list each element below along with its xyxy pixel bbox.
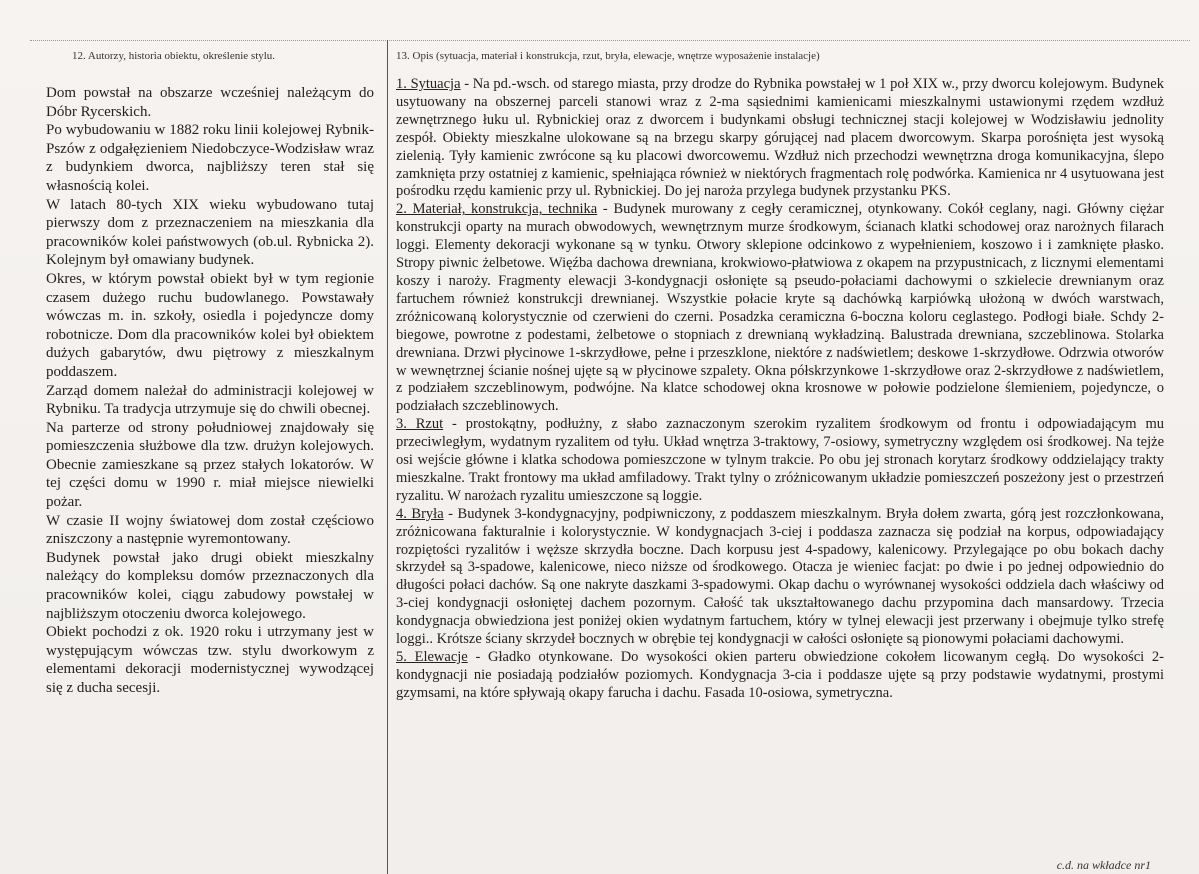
history-paragraph: Dom powstał na obszarze wcześniej należącym do Dóbr Rycerskich.	[46, 85, 374, 120]
column-divider	[387, 40, 388, 874]
section-plan	[396, 416, 1164, 506]
description-column	[396, 76, 1164, 703]
section-massing	[396, 506, 1164, 649]
section-label: 4. Bryła	[396, 505, 444, 522]
section-label: 5. Elewacje	[396, 649, 468, 665]
section-situation	[396, 76, 1164, 201]
top-rule	[30, 40, 1190, 41]
history-paragraph: W latach 80-tych XIX wieku wybudowano tutaj pierwszy dom z przeznaczeniem na mieszkania dla pracowników kolei państwowych (ob.ul. Rybnicka 2). Kolejnym był omawiany budynek.	[46, 196, 374, 269]
section-label: 3. Rzut	[396, 416, 444, 433]
section-text: - prostokątny, podłużny, z słabo zaznaczonym szerokim ryzalitem środkowym od frontu i odpowiadającym mu przeciwległym, wydatnym ryzalitem od tyłu. Układ wnętrza 3-traktowy, 7-osiowy, symetryczny względem osi środkowej. Na tejże osi wejście główne i klatka schodowa pomieszczone w tylnym trakcie. Po obu jej stronach korytarz środkowy oddzielający trakty mieszkalne. Trakt frontowy ma układ amfiladowy. Trakt tylny o zróżnicowanym układzie pomieszczeń poszeżony jest o przestrzeń ryzalitu. W narożach ryzalitu umieszczone są loggie.	[396, 416, 1164, 504]
right-column-header: 13. Opis (sytuacja, materiał i konstrukcja, rzut, bryła, elewacje, wnętrze wyposażenie instalacje)	[396, 50, 820, 62]
section-text: - Gładko otynkowane. Do wysokości okien parteru obwiedzione cokołem licowanym cegłą. Do wysokości 2-kondygnacji nie posiadają podziałów poziomych. Kondygnacja 3-cia i poddasze ujęte są przy podstawie wydatnymi, prostymi gzymsami, na które spływają okapy farucha i dachu. Fasada 10-osiowa, symetryczna.	[396, 649, 1164, 701]
section-facades	[396, 649, 1164, 703]
history-paragraph: Na parterze od strony południowej znajdowały się pomieszczenia służbowe dla tzw. drużyn kolejowych. Obecnie zamieszkane są przez stałych lokatorów. W tej części domu w 1990 r. miał miejsce niewielki pożar.	[46, 419, 374, 511]
section-text: - Budynek 3-kondygnacyjny, podpiwniczony, z poddaszem mieszkalnym. Bryła dołem zwarta, górą jest rozczłonkowana, zróżnicowana fakturalnie i kolorystycznie. W kondygnacjach 3-ciej i poddasza zaznacza się podział na korpus, odpowiadający rozpiętości ryzalitów i węższe skrzydła boczne. Dach korpusu jest 4-spadowy, kalenicowy. Przylegające po obu bokach dachy skrzydeł są 3-spadowe, kalenicowe, nieco niższe od środkowego. Otacza je wieniec facjat: po dwie i po jednej odpowiednio do długości połaci dachów. Są one nakryte daszkami 3-spadowymi. Okap dachu o wyrównanej wysokości oddziela dach właściwy od 3-ciej kondygnacji osłoniętej dachem pozornym. Całość tak ukształtowanego dachu przypomina dach mansardowy. Trzecia kondygnacja obwiedziona jest poniżej okien wydatnym fartuchem, który w tylnej elewacji jest przerwany i obejmuje tylko strefę loggi.. Krótsze ściany skrzydeł bocznych w obrębie tej kondygnacji w całości osłonięte są pionowymi połaciami dachowymi.	[396, 505, 1164, 648]
section-label: 1. Sytuacja	[396, 76, 461, 92]
history-paragraph: Okres, w którym powstał obiekt był w tym regionie czasem dużego ruchu budowlanego. Powstawały wówczas m. in. szkoły, osiedla i pojedyncze domy robotnicze. Dom dla pracowników kolei był obiektem dużych gabarytów, dwu piętrowy z mieszkalnym poddaszem.	[46, 270, 374, 380]
section-label: 2. Materiał, konstrukcja, technika	[396, 201, 598, 218]
history-paragraph: Po wybudowaniu w 1882 roku linii kolejowej Rybnik-Pszów z odgałęzieniem Niedobczyce-Wodzisław wraz z budynkiem dworca, najbliższy teren stał się własnością kolei.	[46, 122, 374, 194]
history-paragraph: Obiekt pochodzi z ok. 1920 roku i utrzymany jest w występującym wówczas tzw. stylu dworkowym z elementami dekoracji modernistycznej wywodzącej się z ducha secesji.	[46, 624, 374, 696]
section-material	[396, 201, 1164, 416]
left-column-header: 12. Autorzy, historia obiektu, określenie stylu.	[72, 50, 276, 62]
continuation-note: c.d. na wkładce nr1	[1056, 858, 1151, 872]
section-text: - Budynek murowany z cegły ceramicznej, otynkowany. Cokół ceglany, nagi. Główny ciężar konstrukcji oparty na murach obwodowych, wewnętrznym murze środkowym, ścianach klatki schodowej oraz narożnych filarach loggi. Elementy dekoracji wykonane są w tynku. Otwory sklepione odcinkowo z wypełnieniem, koszowo i i zamknięte płasko. Stropy piwnic żelbetowe. Więźba dachowa drewniana, krokwiowo-płatwiowa z okapem na przypustnicach, z licznymi elementami koszy i naroży. Fragmenty elewacji 3-kondygnacji osłonięte są pseudo-połaciami dachowymi o szkielecie drewnianym oraz fartuchem również konstrukcji drewnianej. Wszystkie połacie kryte są dachówką karpiówką ułożoną w dwóch warstwach, zróżnicowaną kolorystycznie od czerwieni do czerni. Posadzka ceramiczna 6-boczna koloru ceglastego. Podłogi białe. Schdy 2-biegowe, powrotne z podestami, żelbetowe o stopniach z drewnianą wykładziną. Balustrada drewniana, szczeblinowa. Stolarka drewniana. Drzwi płycinowe 1-skrzydłowe, pełne i przeszklone, niektóre z nadświetlem; deskowe 1-skrzydłowe. Odrzwia otworów w wewnętrznej ścianie nośnej ujęte są w płycinowe szpalety. Okna półskrzynkowe 1-skrzydłowe oraz 2-skrzydłowe z nadświetlem, z podziałem szczeblinowym, podwójne. Na klatce schodowej okna krosnowe w połowie podzielone ślemieniem, pojedyncze, o podziałach szczeblinowych.	[396, 201, 1164, 415]
history-paragraph: Budynek powstał jako drugi obiekt mieszkalny należący do kompleksu domów przeznaczonych dla pracowników kolei, ciągu zabudowy powstałej w najbliższym otoczeniu dworca kolejowego.	[46, 549, 374, 622]
history-paragraph: W czasie II wojny światowej dom został częściowo zniszczony a następnie wyremontowany.	[46, 512, 374, 548]
history-column	[46, 84, 374, 698]
section-text: - Na pd.-wsch. od starego miasta, przy drodze do Rybnika powstałej w 1 poł XIX w., przy dworcu kolejowym. Budynek usytuowany na obszernej parceli stanowi wraz z 2-ma sąsiednimi kamienicami mieszkalnymi ustawionymi rzędem wzdłuż zewnętrznego łuku ul. Rybnickiej oraz z dworcem i budynkami obsługi technicznej stacji kolejowej w Wodzisławiu jednolity zespół. Obiekty mieszkalne ulokowane są na brzegu skarpy górującej nad placem dworcowym. Skarpa porośnięta jest wysoką zielenią. Tyły kamienic zwrócone są ku placowi dworcowemu. Wzdłuż nich przechodzi wewnętrzna droga komunikacyjna, ślepo zamknięta przy ostatniej z kamienic, spełniająca również w niektórych fragmentach rolę podwórka. Kamienica nr 4 usytuowana jest pośrodku rzędu kamienic przy ul. Rybnickiej. Do jej naroża przylega budynek przystanku PKS.	[396, 76, 1164, 200]
history-paragraph: Zarząd domem należał do administracji kolejowej w Rybniku. Ta tradycja utrzymuje się do chwili obecnej.	[46, 382, 374, 418]
